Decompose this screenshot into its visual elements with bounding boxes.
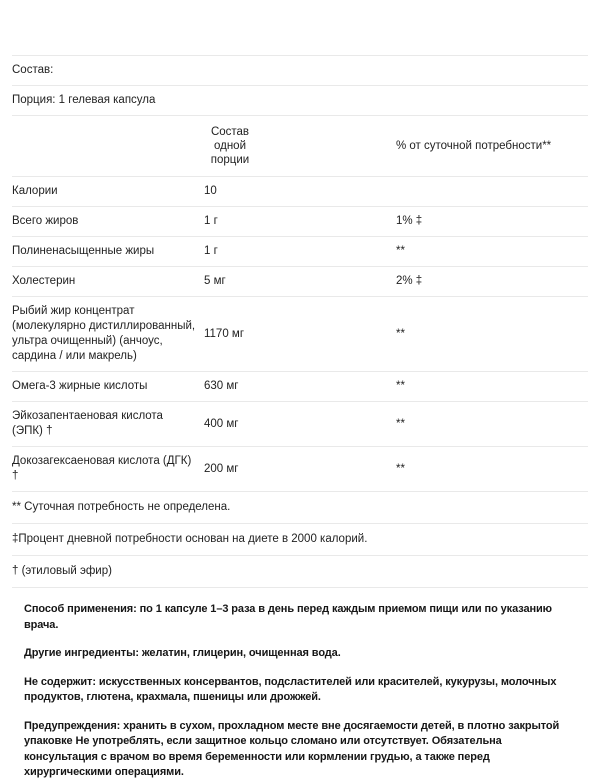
nutrient-dv: 1% ‡ — [395, 215, 423, 227]
nutrient-name: Полиненасыщенные жиры — [12, 245, 155, 257]
free-from-paragraph: Не содержит: искусственных консервантов, подсластителей или красителей, кукурузы, молочных продуктов, глютена, крахмала, пшеницы или дрожжей. — [24, 675, 557, 703]
nutrient-dv: ** — [395, 245, 405, 257]
nutrient-amount: 1 г — [203, 245, 218, 257]
composition-heading-row — [12, 56, 588, 86]
nutrient-amount: 5 мг — [203, 275, 226, 287]
footnote-row — [12, 492, 588, 524]
directions-paragraph: Способ применения: по 1 капсуле 1–3 раза в день перед каждым приемом пищи или по указанию врача. — [24, 603, 552, 631]
nutrient-dv: 2% ‡ — [395, 275, 423, 287]
footnote-text: ** Суточная потребность не определена. — [12, 501, 231, 513]
table-row — [12, 177, 588, 207]
nutrient-amount: 400 мг — [203, 417, 239, 430]
nutrient-name: Всего жиров — [12, 215, 79, 227]
nutrient-amount: 630 мг — [203, 380, 239, 392]
nutrient-amount: 1 г — [203, 215, 218, 227]
serving-size-row — [12, 86, 588, 116]
supplement-facts-label — [0, 55, 600, 781]
nutrient-amount: 200 мг — [203, 462, 239, 475]
nutrient-amount: 1170 мг — [203, 327, 245, 340]
other-ingredients-paragraph: Другие ингредиенты: желатин, глицерин, очищенная вода. — [24, 647, 341, 659]
nutrient-name: Докозагексаеновая кислота (ДГК) † — [12, 455, 192, 482]
warnings-paragraph: Предупреждения: хранить в сухом, прохладном месте вне досягаемости детей, в плотно закрытой упаковке Не употреблять, если защитное кольцо сломано или отсутствует. Обязательна консультация с врачом во время беременности или кормлении грудью, а также перед хирургическими операциями. — [24, 719, 560, 778]
serving-size-text: Порция: 1 гелевая капсула — [12, 94, 156, 106]
header-dv-cell — [396, 116, 588, 177]
footnote-text: † (этиловый эфир) — [12, 565, 112, 577]
nutrient-dv: ** — [395, 462, 405, 475]
nutrient-name: Омега-3 жирные кислоты — [12, 380, 148, 392]
table-row — [12, 447, 588, 492]
header-amount-label: Состав одной порции — [210, 126, 250, 166]
table-row — [12, 297, 588, 372]
table-row — [12, 237, 588, 267]
header-name-cell — [12, 116, 204, 177]
header-dv-label: % от суточной потребности** — [395, 140, 552, 152]
nutrient-dv: ** — [395, 380, 405, 392]
footnote-row — [12, 524, 588, 556]
footnote-text: ‡Процент дневной потребности основан на диете в 2000 калорий. — [12, 533, 368, 545]
nutrient-dv: ** — [395, 327, 405, 340]
nutrient-name: Рыбий жир концентрат (молекулярно дистиллированный, ультра очищенный) (анчоус, сардина / или макрель) — [12, 305, 196, 362]
nutrient-dv — [396, 177, 588, 207]
composition-heading: Состав: — [12, 64, 54, 76]
nutrient-name: Калории — [12, 185, 58, 197]
nutrient-name: Холестерин — [12, 275, 76, 287]
table-header-row — [12, 116, 588, 177]
facts-table-body — [12, 56, 588, 588]
nutrient-amount: 10 — [203, 185, 217, 197]
footnote-row — [12, 556, 588, 588]
label-body-text — [12, 602, 588, 781]
nutrient-name: Эйкозапентаеновая кислота (ЭПК) † — [12, 410, 163, 437]
table-row — [12, 402, 588, 447]
nutrient-dv: ** — [395, 417, 405, 430]
header-amount-cell — [204, 116, 396, 177]
table-row — [12, 207, 588, 237]
supplement-facts-table — [12, 55, 588, 588]
table-row — [12, 372, 588, 402]
table-row — [12, 267, 588, 297]
